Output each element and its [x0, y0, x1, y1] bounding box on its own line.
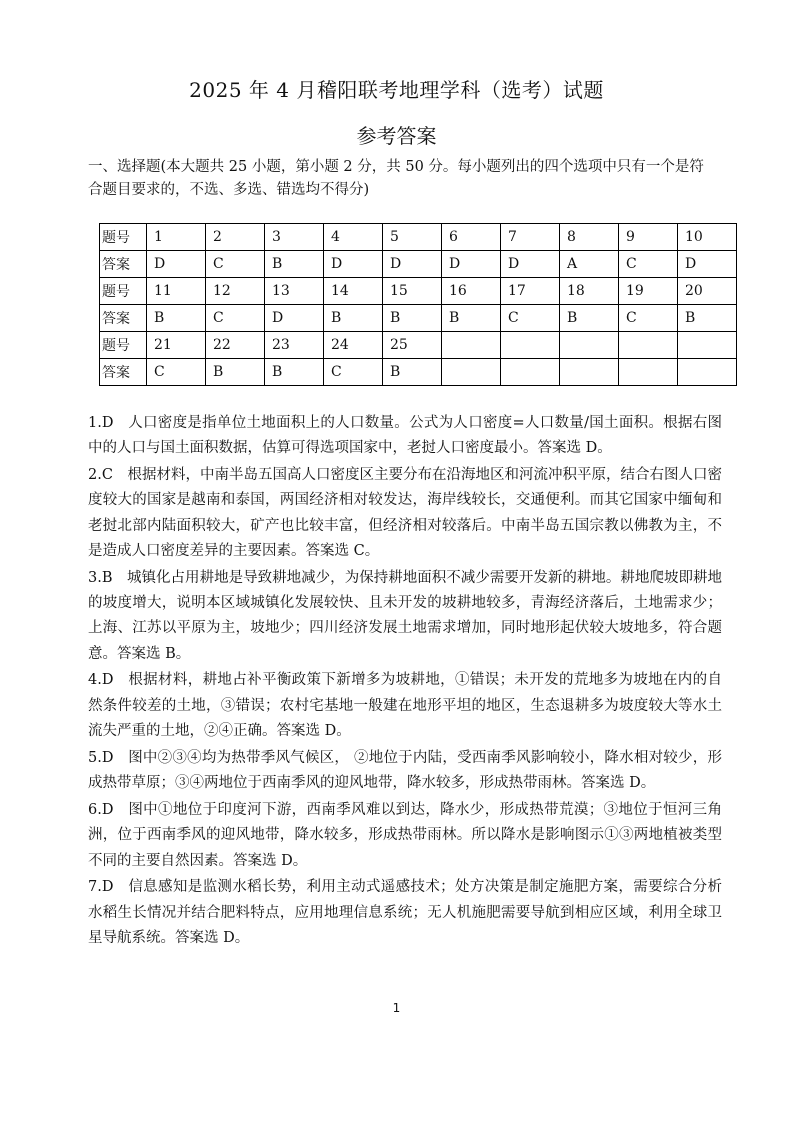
table-cell: 19 — [619, 278, 678, 305]
table-cell: D — [501, 251, 560, 278]
answer-table-row — [100, 305, 737, 332]
row-label: 答案 — [100, 305, 147, 332]
item-text: 城镇化占用耕地是导致耕地减少，为保持耕地面积不减少需要开发新的耕地。耕地爬坡即耕地的坡度增大，说明本区域城镇化发展较快、且未开发的坡耕地较多，青海经济落后，土地需求少；上海、江苏以平原为主，坡地少；四川经济发展土地需求增加，同时地形起伏较大坡地多，符合题意。答案选 B。 — [88, 569, 722, 662]
table-cell: 4 — [324, 224, 383, 251]
table-cell: B — [383, 359, 442, 386]
answer-table-row — [100, 224, 737, 251]
table-cell — [619, 359, 678, 386]
table-cell: 6 — [442, 224, 501, 251]
table-cell: 18 — [560, 278, 619, 305]
table-cell — [501, 359, 560, 386]
table-cell: D — [265, 305, 324, 332]
item-text: 根据材料，中南半岛五国高人口密度区主要分布在沿海地区和河流冲积平原，结合右图人口密度较大的国家是越南和泰国，两国经济相对较发达，海岸线较长，交通便利。而其它国家中缅甸和老挝北部内陆面积较大，矿产也比较丰富，但经济相对较落后。中南半岛五国宗教以佛教为主，不是造成人口密度差异的主要因素。答案选 C。 — [88, 467, 722, 559]
item-number: 6.D — [88, 801, 114, 818]
explanation-item — [88, 798, 722, 874]
table-cell: D — [678, 251, 737, 278]
table-cell: B — [324, 305, 383, 332]
table-cell: C — [501, 305, 560, 332]
document-subtitle: 参考答案 — [356, 124, 437, 148]
item-number: 1.D — [88, 415, 114, 431]
table-cell: D — [383, 251, 442, 278]
table-cell: 25 — [383, 332, 442, 359]
table-cell: B — [265, 251, 324, 278]
table-cell: 21 — [147, 332, 206, 359]
item-number: 7.D — [88, 879, 114, 896]
table-cell: D — [442, 251, 501, 278]
table-cell: 20 — [678, 278, 737, 305]
table-cell — [678, 332, 737, 359]
table-cell: 15 — [383, 278, 442, 305]
table-cell: 13 — [265, 278, 324, 305]
section-intro: 一、选择题(本大题共 25 小题，第小题 2 分，共 50 分。每小题列出的四个选项中只有一个是符合题目要求的，不选、多选、错选均不得分) — [88, 159, 704, 198]
document-title: 2025 年 4 月稽阳联考地理学科（选考）试题 — [189, 78, 604, 102]
table-cell: 11 — [147, 278, 206, 305]
item-number: 5.D — [88, 749, 114, 766]
item-text: 根据材料，耕地占补平衡政策下新增多为坡耕地，①错误；未开发的荒地多为坡地在内的自然条件较差的土地，③错误；农村宅基地一般建在地形平坦的地区，生态退耕多为坡度较大等水土流失严重的土地，②④正确。答案选 D。 — [88, 672, 722, 740]
row-label: 答案 — [100, 251, 147, 278]
row-label: 题号 — [100, 224, 147, 251]
explanation-item — [88, 411, 722, 462]
table-cell: B — [560, 305, 619, 332]
table-cell: B — [678, 305, 737, 332]
table-cell: B — [265, 359, 324, 386]
table-cell: A — [560, 251, 619, 278]
table-cell — [619, 332, 678, 359]
table-cell: B — [147, 305, 206, 332]
table-cell: D — [324, 251, 383, 278]
table-cell: 5 — [383, 224, 442, 251]
table-cell: 22 — [206, 332, 265, 359]
table-cell: 14 — [324, 278, 383, 305]
table-cell: C — [324, 359, 383, 386]
table-cell: C — [147, 359, 206, 386]
table-cell: 1 — [147, 224, 206, 251]
item-text: 图中①地位于印度河下游，西南季风难以到达，降水少，形成热带荒漠；③地位于恒河三角洲，位于西南季风的迎风地带，降水较多，形成热带雨林。所以降水是影响图示①③两地植被类型不同的主要自然因素。答案选 D。 — [88, 801, 722, 869]
table-cell: C — [206, 251, 265, 278]
table-cell — [560, 332, 619, 359]
table-cell — [442, 359, 501, 386]
table-cell — [560, 359, 619, 386]
explanation-item — [88, 566, 722, 667]
answer-table-row — [100, 332, 737, 359]
table-cell: B — [206, 359, 265, 386]
item-text: 信息感知是监测水稻长势，利用主动式遥感技术；处方决策是制定施肥方案，需要综合分析水稻生长情况并结合肥料特点，应用地理信息系统；无人机施肥需要导航到相应区域，利用全球卫星导航系统。答案选 D。 — [88, 879, 722, 946]
table-cell: B — [383, 305, 442, 332]
table-cell: B — [442, 305, 501, 332]
table-cell: 8 — [560, 224, 619, 251]
item-text: 人口密度是指单位土地面积上的人口数量。公式为人口密度=人口数量/国土面积。根据右图中的人口与国土面积数据，估算可得选项国家中，老挝人口密度最小。答案选 D。 — [88, 415, 722, 457]
table-cell — [501, 332, 560, 359]
page-number: 1 — [392, 1001, 401, 1015]
table-cell: 17 — [501, 278, 560, 305]
table-cell: C — [206, 305, 265, 332]
table-cell: 3 — [265, 224, 324, 251]
table-cell: 7 — [501, 224, 560, 251]
row-label: 题号 — [100, 278, 147, 305]
explanation-item — [88, 463, 722, 564]
explanation-item — [88, 746, 722, 797]
answer-table — [99, 223, 737, 386]
table-cell — [442, 332, 501, 359]
item-number: 3.B — [88, 569, 113, 586]
table-cell — [678, 359, 737, 386]
item-number: 2.C — [88, 467, 113, 484]
explanation-item — [88, 875, 722, 951]
explanation-item — [88, 668, 722, 744]
row-label: 题号 — [100, 332, 147, 359]
table-cell: C — [619, 251, 678, 278]
table-cell: 23 — [265, 332, 324, 359]
answer-table-row — [100, 278, 737, 305]
table-cell: D — [147, 251, 206, 278]
table-cell: 16 — [442, 278, 501, 305]
table-cell: C — [619, 305, 678, 332]
answer-table-row — [100, 359, 737, 386]
item-number: 4.D — [88, 672, 114, 689]
item-text: 图中②③④均为热带季风气候区， ②地位于内陆，受西南季风影响较小，降水相对较少，形成热带草原；③④两地位于西南季风的迎风地带，降水较多，形成热带雨林。答案选 D。 — [88, 749, 722, 792]
row-label: 答案 — [100, 359, 147, 386]
table-cell: 24 — [324, 332, 383, 359]
explanation-list — [88, 411, 722, 953]
table-cell: 10 — [678, 224, 737, 251]
table-cell: 9 — [619, 224, 678, 251]
answer-table-row — [100, 251, 737, 278]
table-cell: 2 — [206, 224, 265, 251]
table-cell: 12 — [206, 278, 265, 305]
